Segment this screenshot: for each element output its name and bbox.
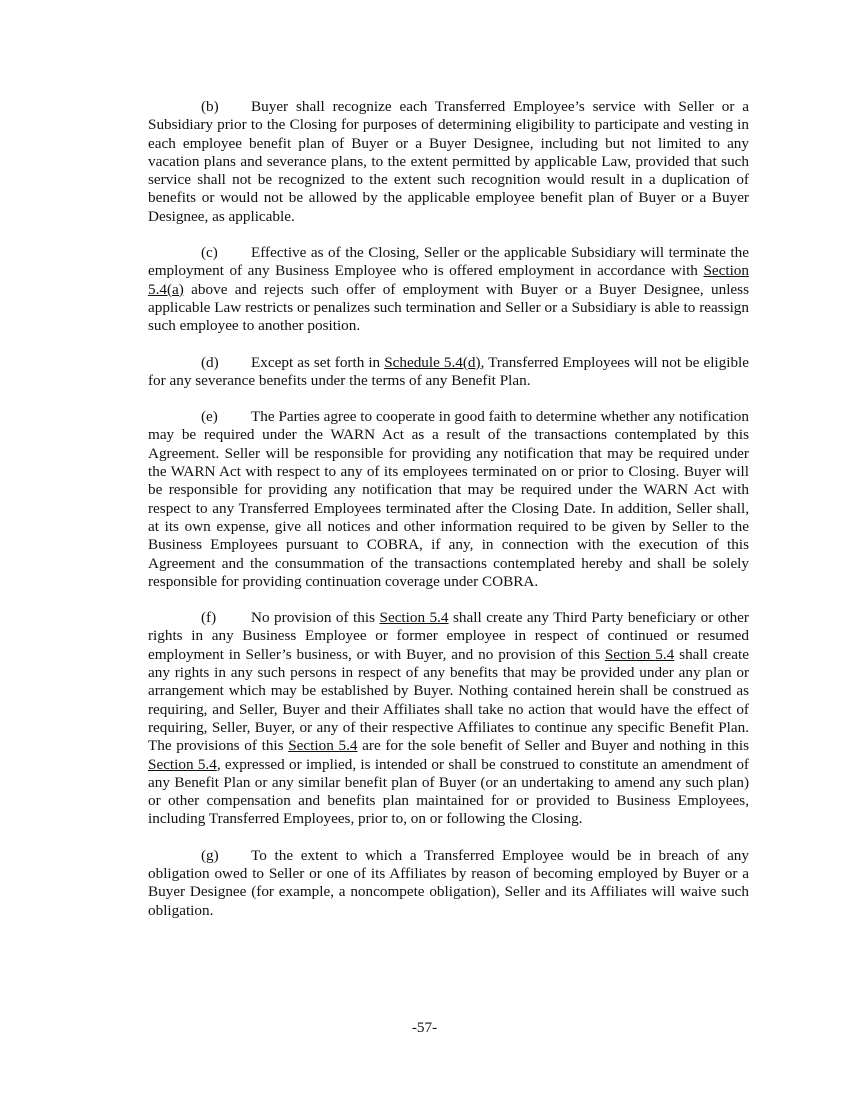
section-reference: Section 5.4: [148, 755, 217, 773]
section-reference: Schedule 5.4(d): [384, 353, 481, 371]
paragraph: [148, 98, 749, 226]
paragraph-text: Buyer shall recognize each Transferred Employee’s service with Seller or a Subsidiary prior to the Closing for purposes of determining eligibility to participate and vesting in each employee benefit plan of Buyer or a Buyer Designee, including but not limited to any vacation plans and severance plans, to the extent permitted by applicable Law, provided that such service shall not be recognized to the extent such recognition would result in a duplication of benefits or would not be allowed by the applicable employee benefit plan of Buyer or a Buyer Designee, as applicable.: [148, 98, 749, 225]
paragraph-label: (c): [201, 244, 218, 262]
paragraph: [148, 847, 749, 920]
paragraph-text: , Transferred Employees will not be eligible for any severance benefits under the terms of any Benefit Plan.: [148, 353, 749, 389]
document-page: [148, 98, 749, 938]
section-reference: Section 5.4: [379, 609, 449, 627]
paragraph-text: No provision of this: [251, 609, 380, 627]
paragraph-label: (g): [201, 846, 219, 864]
paragraph: [148, 244, 749, 335]
page-number: -57-: [411, 1019, 438, 1036]
paragraph-label: (f): [201, 609, 217, 627]
paragraph-text: above and rejects such offer of employment with Buyer or a Buyer Designee, unless applicable Law restricts or penalizes such termination and Seller or a Subsidiary is able to reassign such employee to another position.: [148, 280, 749, 335]
paragraph-text: shall create any rights in any such persons in respect of any benefits that may be provided under any plan or arrangement which may be established by Buyer. Nothing contained herein shall be construed as requiring, and Seller, Buyer and their Affiliates shall take no action that would have the effect of requiring, Seller, Buyer, or any of their respective Affiliates to continue any specific Benefit Plan. The provisions of this: [148, 645, 749, 755]
paragraph-text: The Parties agree to cooperate in good faith to determine whether any notification may be required under the WARN Act as a result of the transactions contemplated by this Agreement. Seller will be responsible for providing any notification that may be required under the WARN Act with respect to any of its employees terminated on or prior to Closing. Buyer will be responsible for providing any notification that may be required under the WARN Act with respect to any Transferred Employees terminated after the Closing Date. In addition, Seller shall, at its own expense, give all notices and other information required to be given by Seller to the Business Employees pursuant to COBRA, if any, in connection with the execution of this Agreement and the consummation of the transactions contemplated hereby and shall be solely responsible for providing continuation coverage under COBRA.: [148, 408, 749, 590]
section-reference: Section 5.4: [604, 645, 675, 663]
paragraph-text: Effective as of the Closing, Seller or the applicable Subsidiary will terminate the employment of any Business Employee who is offered employment in accordance with: [148, 244, 749, 280]
paragraph-list: [148, 98, 749, 920]
paragraph: [148, 609, 749, 829]
paragraph-text: shall create any Third Party beneficiary or other rights in any Business Employee or former employee in respect of continued or resumed employment in Seller’s business, or with Buyer, and no provision of this: [148, 609, 749, 663]
paragraph-text: Except as set forth in: [251, 353, 385, 371]
paragraph-label: (d): [201, 353, 219, 371]
paragraph-label: (b): [201, 98, 219, 115]
paragraph-text: are for the sole benefit of Seller and Buyer and nothing in this: [357, 737, 749, 755]
paragraph-text: , expressed or implied, is intended or shall be construed to constitute an amendment of any Benefit Plan or any similar benefit plan of Buyer (or an undertaking to amend any such plan) or other compensation and benefits plan maintained for or provided to Business Employees, including Transferred Employees, prior to, on or following the Closing.: [148, 755, 749, 828]
paragraph: [148, 354, 749, 391]
section-reference: Section 5.4(a): [148, 262, 749, 298]
paragraph-label: (e): [201, 408, 218, 426]
section-reference: Section 5.4: [288, 737, 358, 755]
paragraph-text: To the extent to which a Transferred Employee would be in breach of any obligation owed to Seller or one of its Affiliates by reason of becoming employed by Buyer or a Buyer Designee (for example, a noncompete obligation), Seller and its Affiliates will waive such obligation.: [148, 846, 749, 919]
paragraph: [148, 408, 749, 591]
